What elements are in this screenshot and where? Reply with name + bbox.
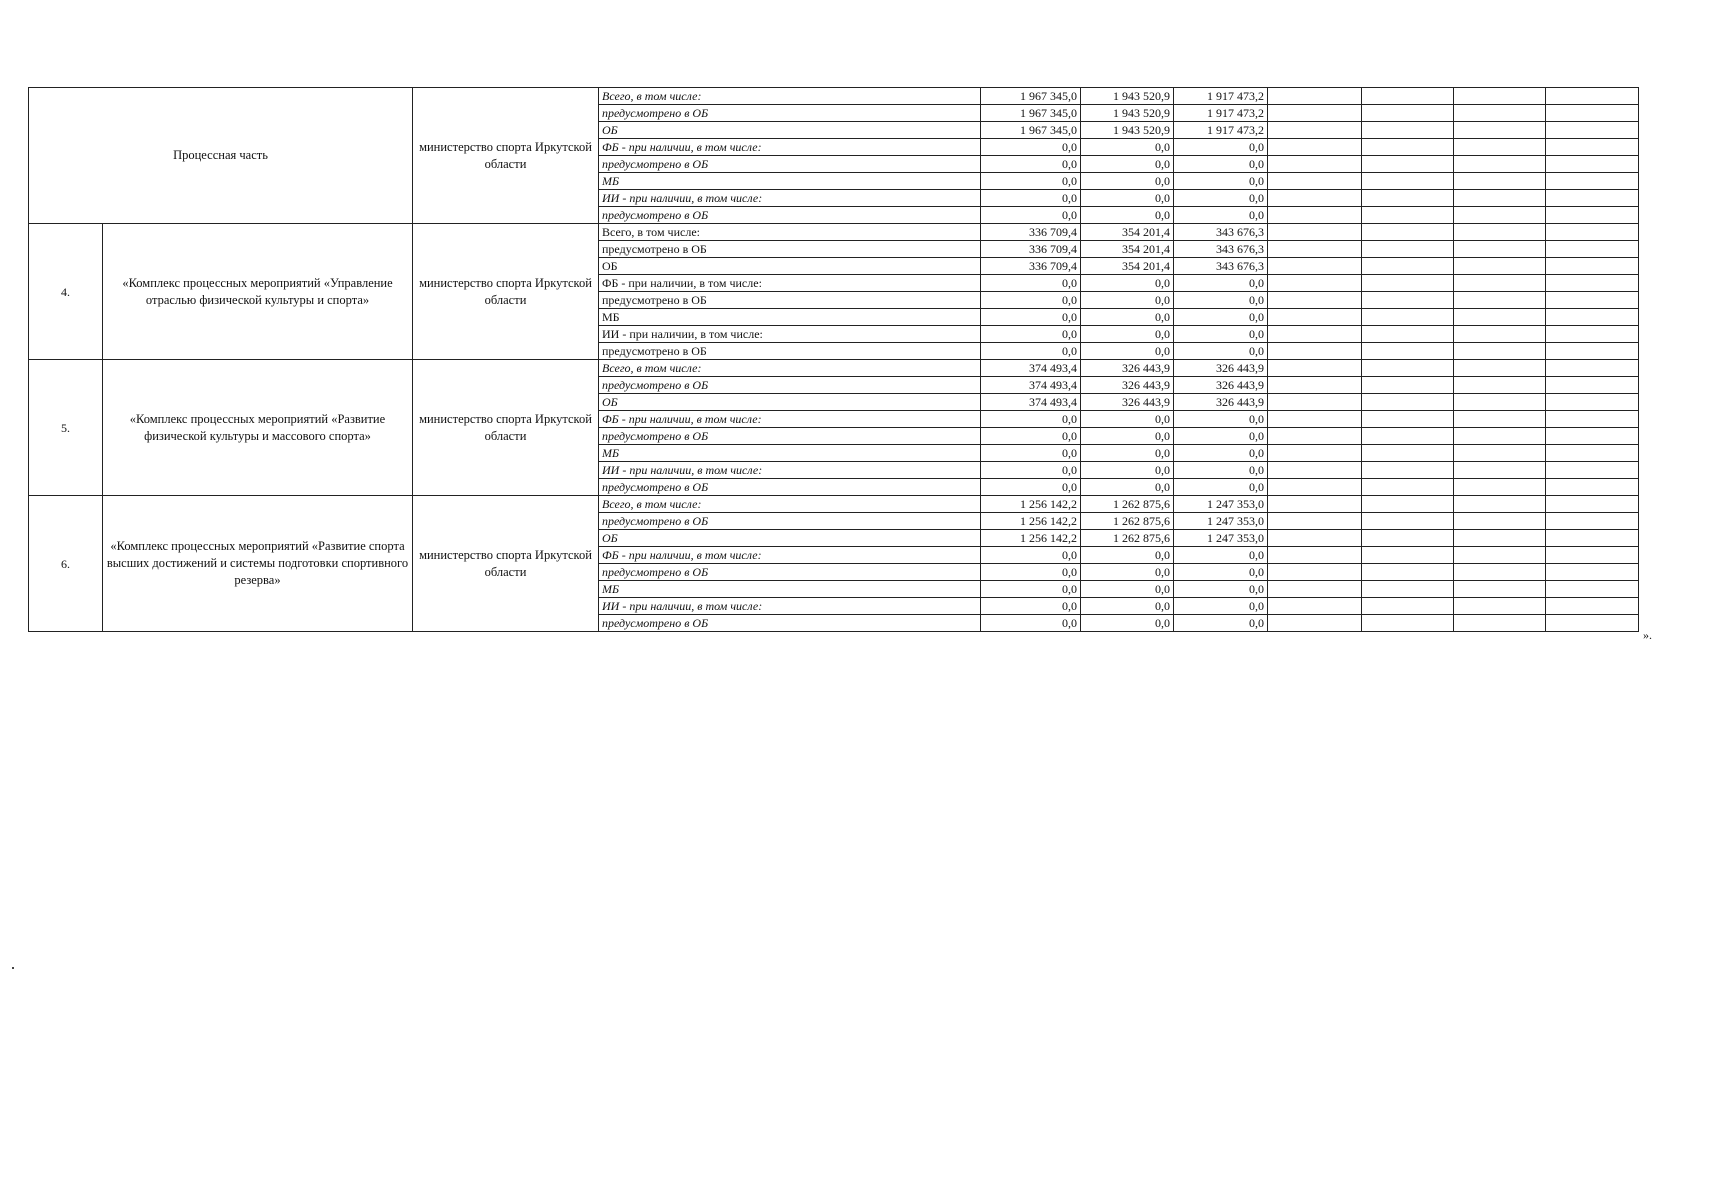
empty-cell (1546, 547, 1639, 564)
funding-source: ОБ (599, 122, 981, 139)
empty-cell (1454, 88, 1546, 105)
empty-cell (1362, 173, 1454, 190)
program-name: «Комплекс процессных мероприятий «Развитие спорта высших достижений и системы подготовки спортивного резерва» (103, 496, 413, 632)
funding-source: предусмотрено в ОБ (599, 377, 981, 394)
amount-v1: 0,0 (981, 275, 1081, 292)
funding-source: предусмотрено в ОБ (599, 479, 981, 496)
empty-cell (1362, 139, 1454, 156)
amount-v1: 0,0 (981, 428, 1081, 445)
empty-cell (1362, 343, 1454, 360)
empty-cell (1362, 377, 1454, 394)
empty-cell (1546, 530, 1639, 547)
empty-cell (1268, 360, 1362, 377)
amount-v3: 0,0 (1174, 462, 1268, 479)
table-row (29, 360, 1639, 377)
amount-v3: 0,0 (1174, 547, 1268, 564)
row-number: 4. (29, 224, 103, 360)
amount-v1: 336 709,4 (981, 241, 1081, 258)
empty-cell (1268, 309, 1362, 326)
empty-cell (1454, 428, 1546, 445)
amount-v3: 1 247 353,0 (1174, 530, 1268, 547)
empty-cell (1546, 360, 1639, 377)
empty-cell (1268, 479, 1362, 496)
funding-source: МБ (599, 581, 981, 598)
amount-v3: 0,0 (1174, 139, 1268, 156)
empty-cell (1546, 309, 1639, 326)
amount-v3: 0,0 (1174, 326, 1268, 343)
amount-v2: 0,0 (1081, 309, 1174, 326)
amount-v1: 0,0 (981, 173, 1081, 190)
funding-source: предусмотрено в ОБ (599, 241, 981, 258)
amount-v2: 0,0 (1081, 173, 1174, 190)
funding-source: ФБ - при наличии, в том числе: (599, 411, 981, 428)
empty-cell (1454, 462, 1546, 479)
amount-v1: 0,0 (981, 411, 1081, 428)
amount-v2: 0,0 (1081, 581, 1174, 598)
empty-cell (1546, 411, 1639, 428)
amount-v3: 0,0 (1174, 428, 1268, 445)
funding-source: МБ (599, 445, 981, 462)
amount-v3: 326 443,9 (1174, 377, 1268, 394)
amount-v1: 0,0 (981, 309, 1081, 326)
amount-v3: 0,0 (1174, 411, 1268, 428)
section-name: Процессная часть (29, 88, 413, 224)
amount-v3: 0,0 (1174, 445, 1268, 462)
amount-v2: 354 201,4 (1081, 241, 1174, 258)
funding-source: ФБ - при наличии, в том числе: (599, 275, 981, 292)
empty-cell (1268, 173, 1362, 190)
empty-cell (1454, 224, 1546, 241)
amount-v1: 374 493,4 (981, 394, 1081, 411)
empty-cell (1454, 258, 1546, 275)
amount-v3: 0,0 (1174, 564, 1268, 581)
amount-v1: 1 256 142,2 (981, 513, 1081, 530)
funding-source: предусмотрено в ОБ (599, 428, 981, 445)
amount-v3: 326 443,9 (1174, 360, 1268, 377)
amount-v1: 0,0 (981, 598, 1081, 615)
empty-cell (1362, 513, 1454, 530)
empty-cell (1362, 156, 1454, 173)
empty-cell (1268, 343, 1362, 360)
empty-cell (1268, 88, 1362, 105)
funding-source: Всего, в том числе: (599, 224, 981, 241)
financing-table (28, 87, 1639, 632)
amount-v3: 0,0 (1174, 343, 1268, 360)
empty-cell (1546, 156, 1639, 173)
empty-cell (1268, 241, 1362, 258)
funding-source: Всего, в том числе: (599, 88, 981, 105)
empty-cell (1454, 139, 1546, 156)
empty-cell (1362, 360, 1454, 377)
amount-v1: 374 493,4 (981, 360, 1081, 377)
empty-cell (1268, 496, 1362, 513)
amount-v2: 0,0 (1081, 292, 1174, 309)
empty-cell (1546, 581, 1639, 598)
amount-v1: 0,0 (981, 326, 1081, 343)
empty-cell (1454, 207, 1546, 224)
empty-cell (1454, 309, 1546, 326)
empty-cell (1546, 564, 1639, 581)
funding-source: Всего, в том числе: (599, 496, 981, 513)
empty-cell (1546, 224, 1639, 241)
amount-v3: 0,0 (1174, 173, 1268, 190)
empty-cell (1454, 377, 1546, 394)
amount-v1: 1 967 345,0 (981, 88, 1081, 105)
empty-cell (1546, 122, 1639, 139)
amount-v3: 1 917 473,2 (1174, 88, 1268, 105)
amount-v2: 0,0 (1081, 445, 1174, 462)
empty-cell (1268, 139, 1362, 156)
empty-cell (1362, 564, 1454, 581)
empty-cell (1546, 190, 1639, 207)
amount-v3: 0,0 (1174, 292, 1268, 309)
amount-v3: 1 917 473,2 (1174, 122, 1268, 139)
empty-cell (1268, 258, 1362, 275)
amount-v1: 0,0 (981, 343, 1081, 360)
empty-cell (1454, 445, 1546, 462)
program-name: «Комплекс процессных мероприятий «Управление отраслью физической культуры и спорта» (103, 224, 413, 360)
empty-cell (1268, 224, 1362, 241)
empty-cell (1362, 428, 1454, 445)
amount-v2: 1 943 520,9 (1081, 122, 1174, 139)
funding-source: предусмотрено в ОБ (599, 156, 981, 173)
amount-v2: 0,0 (1081, 190, 1174, 207)
table-row (29, 496, 1639, 513)
amount-v1: 0,0 (981, 564, 1081, 581)
empty-cell (1454, 156, 1546, 173)
amount-v1: 1 256 142,2 (981, 530, 1081, 547)
empty-cell (1268, 564, 1362, 581)
funding-source: ИИ - при наличии, в том числе: (599, 462, 981, 479)
amount-v2: 354 201,4 (1081, 224, 1174, 241)
empty-cell (1362, 394, 1454, 411)
amount-v1: 1 967 345,0 (981, 122, 1081, 139)
amount-v2: 0,0 (1081, 564, 1174, 581)
empty-cell (1362, 598, 1454, 615)
funding-source: предусмотрено в ОБ (599, 292, 981, 309)
amount-v3: 0,0 (1174, 309, 1268, 326)
executor: министерство спорта Иркутской области (413, 88, 599, 224)
executor: министерство спорта Иркутской области (413, 496, 599, 632)
amount-v1: 0,0 (981, 547, 1081, 564)
empty-cell (1268, 122, 1362, 139)
funding-source: Всего, в том числе: (599, 360, 981, 377)
empty-cell (1454, 496, 1546, 513)
amount-v1: 0,0 (981, 139, 1081, 156)
amount-v3: 0,0 (1174, 581, 1268, 598)
amount-v2: 0,0 (1081, 207, 1174, 224)
amount-v2: 1 943 520,9 (1081, 105, 1174, 122)
empty-cell (1546, 207, 1639, 224)
empty-cell (1454, 598, 1546, 615)
empty-cell (1268, 428, 1362, 445)
empty-cell (1268, 292, 1362, 309)
empty-cell (1454, 411, 1546, 428)
empty-cell (1362, 462, 1454, 479)
empty-cell (1454, 343, 1546, 360)
amount-v2: 0,0 (1081, 326, 1174, 343)
empty-cell (1546, 275, 1639, 292)
empty-cell (1362, 496, 1454, 513)
amount-v2: 0,0 (1081, 462, 1174, 479)
amount-v3: 343 676,3 (1174, 241, 1268, 258)
amount-v2: 326 443,9 (1081, 394, 1174, 411)
empty-cell (1362, 292, 1454, 309)
empty-cell (1546, 88, 1639, 105)
scan-speck (12, 967, 14, 969)
amount-v2: 354 201,4 (1081, 258, 1174, 275)
amount-v1: 0,0 (981, 156, 1081, 173)
empty-cell (1546, 343, 1639, 360)
amount-v2: 0,0 (1081, 428, 1174, 445)
amount-v3: 0,0 (1174, 275, 1268, 292)
funding-source: ИИ - при наличии, в том числе: (599, 190, 981, 207)
row-number: 6. (29, 496, 103, 632)
financing-table-body (29, 88, 1639, 632)
amount-v3: 343 676,3 (1174, 258, 1268, 275)
amount-v2: 1 262 875,6 (1081, 530, 1174, 547)
amount-v2: 0,0 (1081, 275, 1174, 292)
amount-v1: 0,0 (981, 445, 1081, 462)
empty-cell (1454, 326, 1546, 343)
empty-cell (1362, 207, 1454, 224)
empty-cell (1546, 496, 1639, 513)
empty-cell (1268, 530, 1362, 547)
executor: министерство спорта Иркутской области (413, 224, 599, 360)
empty-cell (1268, 207, 1362, 224)
empty-cell (1268, 581, 1362, 598)
empty-cell (1362, 190, 1454, 207)
empty-cell (1546, 479, 1639, 496)
empty-cell (1454, 615, 1546, 632)
empty-cell (1546, 173, 1639, 190)
amount-v2: 1 262 875,6 (1081, 513, 1174, 530)
empty-cell (1362, 241, 1454, 258)
funding-source: предусмотрено в ОБ (599, 343, 981, 360)
funding-source: предусмотрено в ОБ (599, 564, 981, 581)
empty-cell (1546, 513, 1639, 530)
funding-source: предусмотрено в ОБ (599, 615, 981, 632)
amount-v3: 1 247 353,0 (1174, 513, 1268, 530)
empty-cell (1546, 292, 1639, 309)
amount-v1: 1 256 142,2 (981, 496, 1081, 513)
amount-v3: 0,0 (1174, 190, 1268, 207)
empty-cell (1362, 122, 1454, 139)
empty-cell (1546, 445, 1639, 462)
empty-cell (1362, 530, 1454, 547)
funding-source: ОБ (599, 258, 981, 275)
amount-v1: 0,0 (981, 581, 1081, 598)
empty-cell (1546, 428, 1639, 445)
empty-cell (1362, 88, 1454, 105)
amount-v1: 336 709,4 (981, 258, 1081, 275)
empty-cell (1454, 479, 1546, 496)
empty-cell (1454, 564, 1546, 581)
amount-v3: 326 443,9 (1174, 394, 1268, 411)
funding-source: ФБ - при наличии, в том числе: (599, 139, 981, 156)
empty-cell (1546, 615, 1639, 632)
empty-cell (1454, 241, 1546, 258)
amount-v1: 374 493,4 (981, 377, 1081, 394)
table-row (29, 88, 1639, 105)
empty-cell (1362, 479, 1454, 496)
row-number: 5. (29, 360, 103, 496)
empty-cell (1268, 394, 1362, 411)
table-row (29, 224, 1639, 241)
funding-source: ФБ - при наличии, в том числе: (599, 547, 981, 564)
empty-cell (1546, 326, 1639, 343)
empty-cell (1268, 275, 1362, 292)
empty-cell (1454, 275, 1546, 292)
empty-cell (1454, 581, 1546, 598)
amount-v2: 0,0 (1081, 615, 1174, 632)
empty-cell (1362, 309, 1454, 326)
empty-cell (1546, 377, 1639, 394)
amount-v2: 0,0 (1081, 411, 1174, 428)
funding-source: МБ (599, 173, 981, 190)
funding-source: ИИ - при наличии, в том числе: (599, 598, 981, 615)
amount-v2: 0,0 (1081, 547, 1174, 564)
amount-v3: 0,0 (1174, 207, 1268, 224)
empty-cell (1454, 105, 1546, 122)
empty-cell (1546, 598, 1639, 615)
amount-v3: 1 917 473,2 (1174, 105, 1268, 122)
empty-cell (1362, 258, 1454, 275)
amount-v3: 1 247 353,0 (1174, 496, 1268, 513)
funding-source: ОБ (599, 394, 981, 411)
amount-v3: 0,0 (1174, 156, 1268, 173)
amount-v2: 0,0 (1081, 139, 1174, 156)
empty-cell (1546, 241, 1639, 258)
amount-v1: 0,0 (981, 292, 1081, 309)
funding-source: предусмотрено в ОБ (599, 105, 981, 122)
empty-cell (1268, 462, 1362, 479)
empty-cell (1546, 258, 1639, 275)
funding-source: МБ (599, 309, 981, 326)
empty-cell (1362, 224, 1454, 241)
empty-cell (1454, 292, 1546, 309)
empty-cell (1546, 394, 1639, 411)
empty-cell (1268, 377, 1362, 394)
empty-cell (1268, 326, 1362, 343)
empty-cell (1362, 445, 1454, 462)
amount-v3: 0,0 (1174, 479, 1268, 496)
funding-source: предусмотрено в ОБ (599, 207, 981, 224)
amount-v2: 1 943 520,9 (1081, 88, 1174, 105)
empty-cell (1268, 190, 1362, 207)
empty-cell (1546, 462, 1639, 479)
amount-v1: 0,0 (981, 207, 1081, 224)
empty-cell (1362, 581, 1454, 598)
amount-v2: 1 262 875,6 (1081, 496, 1174, 513)
executor: министерство спорта Иркутской области (413, 360, 599, 496)
empty-cell (1268, 105, 1362, 122)
funding-source: ИИ - при наличии, в том числе: (599, 326, 981, 343)
empty-cell (1362, 275, 1454, 292)
amount-v2: 326 443,9 (1081, 377, 1174, 394)
empty-cell (1268, 445, 1362, 462)
amount-v1: 0,0 (981, 615, 1081, 632)
empty-cell (1268, 598, 1362, 615)
empty-cell (1268, 411, 1362, 428)
amount-v2: 326 443,9 (1081, 360, 1174, 377)
empty-cell (1546, 105, 1639, 122)
empty-cell (1454, 547, 1546, 564)
empty-cell (1454, 122, 1546, 139)
amount-v3: 0,0 (1174, 615, 1268, 632)
empty-cell (1546, 139, 1639, 156)
amount-v1: 1 967 345,0 (981, 105, 1081, 122)
empty-cell (1362, 547, 1454, 564)
empty-cell (1454, 394, 1546, 411)
amount-v1: 0,0 (981, 462, 1081, 479)
empty-cell (1362, 411, 1454, 428)
empty-cell (1268, 513, 1362, 530)
empty-cell (1454, 190, 1546, 207)
amount-v3: 343 676,3 (1174, 224, 1268, 241)
empty-cell (1362, 105, 1454, 122)
empty-cell (1454, 513, 1546, 530)
empty-cell (1454, 173, 1546, 190)
empty-cell (1454, 360, 1546, 377)
amount-v1: 336 709,4 (981, 224, 1081, 241)
empty-cell (1268, 615, 1362, 632)
amount-v1: 0,0 (981, 190, 1081, 207)
closing-quote-mark: ». (1643, 628, 1652, 642)
empty-cell (1268, 547, 1362, 564)
funding-source: ОБ (599, 530, 981, 547)
amount-v1: 0,0 (981, 479, 1081, 496)
amount-v2: 0,0 (1081, 598, 1174, 615)
empty-cell (1454, 530, 1546, 547)
empty-cell (1268, 156, 1362, 173)
empty-cell (1362, 326, 1454, 343)
amount-v3: 0,0 (1174, 598, 1268, 615)
amount-v2: 0,0 (1081, 343, 1174, 360)
funding-source: предусмотрено в ОБ (599, 513, 981, 530)
program-name: «Комплекс процессных мероприятий «Развитие физической культуры и массового спорта» (103, 360, 413, 496)
amount-v2: 0,0 (1081, 156, 1174, 173)
empty-cell (1362, 615, 1454, 632)
amount-v2: 0,0 (1081, 479, 1174, 496)
